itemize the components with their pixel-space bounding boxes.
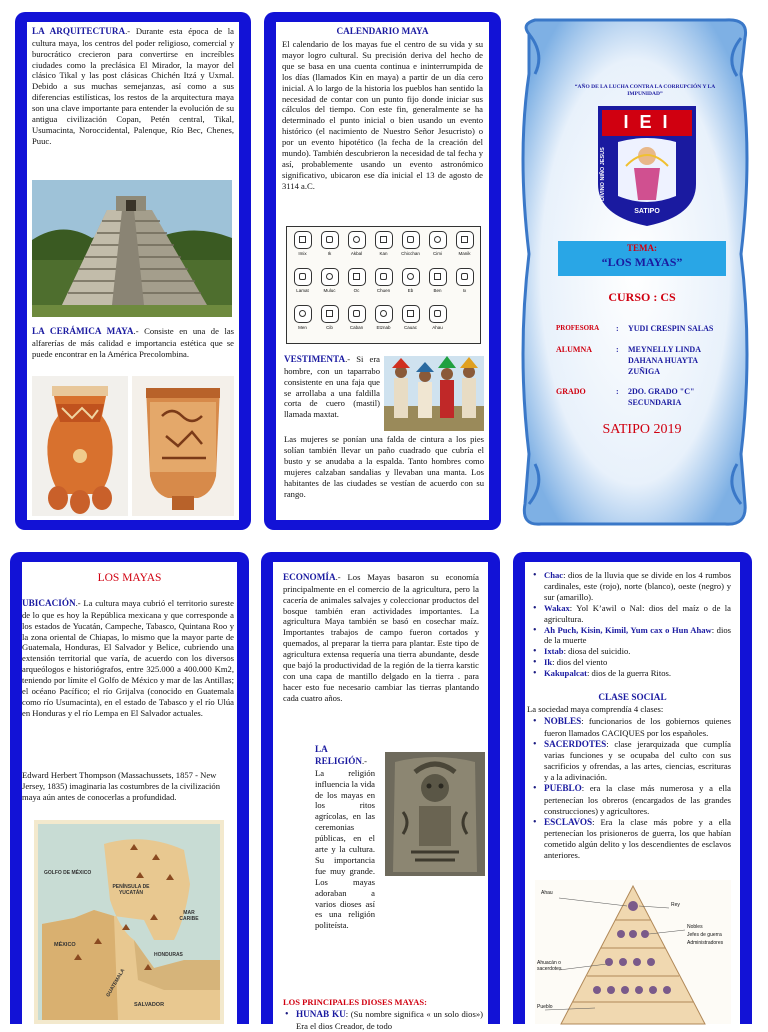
maya-glyph-icon <box>402 231 420 249</box>
glyph-label: Imix <box>298 251 307 256</box>
maya-glyph-icon <box>429 231 447 249</box>
glyph-cell <box>316 231 343 268</box>
maya-glyph-icon <box>429 305 447 323</box>
glyph-cell <box>397 268 424 305</box>
class-item: • PUEBLO: era la clase más numerosa y a ella pertenecían los obreros (encargados de las grandes construcciones) y agricultores. <box>531 783 731 817</box>
glyph-cell <box>343 231 370 268</box>
los-mayas-title: LOS MAYAS <box>97 572 162 584</box>
dioses-heading: LOS PRINCIPALES DIOSES MAYAS: <box>283 997 427 1007</box>
pyramid-label-jefes: Jefes de guerra <box>687 932 722 938</box>
glyph-cell <box>289 305 316 342</box>
cover-motto: “AÑO DE LA LUCHA CONTRA LA CORRUPCIÓN Y LA IMPUNIDAD” <box>574 84 716 98</box>
religion-heading-1: LA <box>315 744 328 754</box>
glyph-cell <box>397 305 424 342</box>
pyramid-photo <box>32 180 232 317</box>
maya-glyph-icon <box>348 268 366 286</box>
ubicacion-heading: UBICACIÓN <box>22 598 76 608</box>
map-label-honduras: HONDURAS <box>154 952 183 958</box>
glyph-cell <box>316 305 343 342</box>
glyph-label: Etznab <box>376 325 391 330</box>
god-item: • Ik: dios del viento <box>531 657 731 668</box>
panel-dioses-content <box>525 562 740 1024</box>
vestimenta-paragraph-2: Las mujeres se ponían una falda de cintura a los pies solían también llevar un paño cuadrado que cubría el busto y se anudaba a la espalda. Tanto hombres como mujeres calzaban sandalias y llevaban una manta. Los habitantes de las ciudades se vestían de acuerdo con su rango. <box>284 434 484 499</box>
glyph-label: Men <box>298 325 307 330</box>
glyph-cell <box>424 268 451 305</box>
economia-paragraph: ECONOMÍA.- Los Mayas basaron su economía principalmente en el comercio de la agricultura, pero la cacería de animales salvajes y coleccionar productos del bosque también eran actividades importantes. La agricultura Maya también se basó en cosechar maíz. Importantes trabajos de campo fueron cortados y quemados, al preparar la tierra para plantar. Este tipo de agricultura extensa requería una tierra abundante, desde que bajó la productividad de la región de la tierra karstic con una capa de mantillo delgado en la tierra . para hacer esto fue necesario cambiar las tierras plantando cada cuatro años. <box>283 572 479 703</box>
logo-letters: I E I <box>623 112 671 132</box>
cover-city-year: SATIPO 2019 <box>602 422 682 437</box>
glyph-cell <box>316 268 343 305</box>
glyph-cell <box>424 231 451 268</box>
school-logo <box>596 104 698 228</box>
ceramic-photo-2 <box>132 376 234 516</box>
maya-map <box>34 820 224 1024</box>
glyph-label: Ben <box>433 288 442 293</box>
maya-glyph-icon <box>294 305 312 323</box>
vestimenta-paragraph: VESTIMENTA.- Si era hombre, con un taparrabo consistente en una faja que se arrollaba a una faldilla corta de cuero (mastil) llamada maxtat. <box>284 354 380 420</box>
social-pyramid-diagram <box>535 880 731 1024</box>
glyph-label: Lamat <box>296 288 309 293</box>
ceramic-photo-1 <box>32 376 128 516</box>
ubicacion-paragraph: UBICACIÓN.- La cultura maya cubrió el territorio sureste de lo que es hoy la República mexicana y que corresponde a los estados de Yucatán, Campeche, Tabasco, Quintana Roo y la zona oriental de Chiapas, lo mismo que la mayor parte de Guatemala, Honduras, El Salvador y Belice, cubriendo una extensión territorial que varía, de acuerdo con los diversos arqueólogos e historiógrafos, entre 325.000 a 400.000 Km2, teniendo por límite el Golfo de México y mar de las Antillas; el océano Pacífico; el río Grijalva (conocido en Guatemala como río Usumacinta), en el estado de Tabasco y el río Ulúa en Honduras y el río Lempa en El Salvador actuales. <box>22 598 234 718</box>
glyph-label: Ahau <box>432 325 443 330</box>
maya-glyph-icon <box>348 305 366 323</box>
calendario-heading: CALENDARIO MAYA <box>336 26 429 36</box>
maya-glyph-icon <box>456 231 474 249</box>
pyramid-label-pueblo: Pueblo <box>537 1004 553 1010</box>
glyph-label: Manik <box>458 251 471 256</box>
glyph-label: Muluc <box>323 288 336 293</box>
panel-calendario-content <box>276 22 489 520</box>
map-label-caribe: MAR CARIBE <box>179 910 199 922</box>
glyph-label: Cib <box>326 325 333 330</box>
glyph-cell <box>343 305 370 342</box>
logo-town: SATIPO <box>634 208 660 215</box>
pyramid-label-sacerdotes: Ahuacán o sacerdotes <box>537 960 562 972</box>
maya-glyph-icon <box>429 268 447 286</box>
maya-glyph-icon <box>375 305 393 323</box>
glyph-label: Eb <box>407 288 414 293</box>
glyph-label: Cauac <box>403 325 417 330</box>
curso-title: CURSO : CS <box>608 290 676 304</box>
info-row-grado: GRADO : 2DO. GRADO "C" SECUNDARIA <box>556 387 695 407</box>
maya-glyph-icon <box>321 305 339 323</box>
pyramid-label-nobles: Nobles <box>687 924 703 930</box>
religion-photo <box>385 752 485 876</box>
gods-list <box>531 570 731 679</box>
maya-glyph-icon <box>402 305 420 323</box>
glyph-label: Kan <box>379 251 388 256</box>
religion-heading-2: RELIGIÓN <box>315 756 362 766</box>
glyph-cell <box>451 231 478 268</box>
glyph-label: Oc <box>353 288 360 293</box>
pyramid-label-rey: Rey <box>671 902 680 908</box>
arquitectura-heading: LA ARQUITECTURA <box>32 26 126 36</box>
hunab-list <box>283 1009 483 1032</box>
glyph-cell <box>289 231 316 268</box>
religion-paragraph: RELIGIÓN.- La religión influencia la vida de los mayas en los ritos agrícolas, en las ceremonias públicas, en el arte y la cultura. Su importancia fue muy grande. Los mayas adoraban a varios dioses así es una religión politeísta. <box>315 756 375 931</box>
glyph-label: Ix <box>462 288 467 293</box>
class-item: • SACERDOTES: clase jerarquizada que cumplía varias funciones y se ocupaba del culto con sus sacrificios y ofrendas, a las artes, ciencias, escrituras y a la adivinación. <box>531 739 731 783</box>
glyph-cell <box>289 268 316 305</box>
glyph-label: Chicchan <box>401 251 420 256</box>
clase-social-heading: CLASE SOCIAL <box>598 692 667 702</box>
glyph-label: Chuen <box>376 288 391 293</box>
glyph-cell <box>370 268 397 305</box>
god-item: • Chac: dios de la lluvia que se divide en los 4 rumbos cardinales, este (rojo), norte (blanco), oeste (negro) y sur (amarillo). <box>531 570 731 603</box>
pyramid-label-admin: Administradores <box>687 940 724 946</box>
map-label-guatemala: GUATEMALA <box>105 967 127 999</box>
pyramid-label-ahau: Ahau <box>541 890 553 896</box>
map-label-peninsula: PENÍNSULA DE YUCATÁN <box>112 884 150 896</box>
god-item: • Wakax: Yol K’awil o Nal: dios del maíz o de la agricultura. <box>531 603 731 625</box>
panel-ubicacion-content <box>22 562 237 1024</box>
map-label-golfo: GOLFO DE MÉXICO <box>44 870 92 876</box>
map-label-salvador: SALVADOR <box>134 1002 165 1008</box>
info-row-alumna: ALUMNA : MEYNELLY LINDA DAHANA HUAYTA ZUÑIGA <box>556 345 701 376</box>
maya-glyph-icon <box>375 231 393 249</box>
logo-school-arc-left: DIVINO NIÑO JESUS <box>600 147 606 201</box>
glyph-label: Ik <box>327 251 332 256</box>
glyph-cell <box>397 231 424 268</box>
social-classes-list <box>531 716 731 861</box>
maya-glyph-icon <box>375 268 393 286</box>
maya-glyph-icon <box>402 268 420 286</box>
maya-glyph-icon <box>294 268 312 286</box>
glyph-cell <box>424 305 451 342</box>
glyph-cell <box>343 268 370 305</box>
tema-value: “LOS MAYAS” <box>601 255 683 269</box>
maya-glyph-icon <box>456 268 474 286</box>
god-hunab-ku: • HUNAB KU: (Su nombre significa « un solo dios») Era el dios Creador, de todo <box>283 1009 483 1032</box>
thompson-paragraph: Edward Herbert Thompson (Massachussets, 1857 - New Jersey, 1835) imaginaria las costumbres de la civilización maya aún antes de conocerlas a profundidad. <box>22 770 220 802</box>
ceramica-paragraph: LA CERÁMICA MAYA.- Consiste en una de las alfarerías de más calidad e importancia estética que se puede encontrar en la América Precolombina. <box>32 326 234 359</box>
class-item: • NOBLES: funcionarios de los gobiernos quienes fueron llamados CACIQUES por los españoles. <box>531 716 731 739</box>
calendario-paragraph: El calendario de los mayas fue el centro de su vida y su mayor logro cultural. Su precisión deriva del hecho de que se basa en una cuenta continua e ininterrumpida de los días (llamados Kin en maya) a partir de un día cero inicial. A lo largo de la historia los pueblos han sentido la necesidad de contar con un punto fijo donde iniciar sus cálculos del tiempo. Con este fin, generalmente se ha determinado el punto inicial o bien usando un evento histórico (el nacimiento de Nuestro Señor Jesucristo) o por un evento hipotético (la fecha de la creación del mundo). También descubrieron la necesidad de tal fecha y así, probablemente usando un evento astronómico significativo, ubicaron ese día inicial el 13 de agosto de 3114 a.C. <box>282 39 483 191</box>
maya-glyph-icon <box>294 231 312 249</box>
maya-glyph-icon <box>348 231 366 249</box>
arquitectura-paragraph: LA ARQUITECTURA.- Durante esta época de la cultura maya, los centros del poder religioso, comercial y burocrático crecieron para convertirse en increíbles ciudades como la preclásica El Mirador, la mayor del clásico Tikal y las post clásicas Chichén Itzá y Uxmal. Debido a sus muchas semejanzas, así como a sus diferencias estilísticas, los restos de la arquitectura maya son una clave importante para entender la evolución de su antigua civilización Copan, Petén central, Tikal, Usumacinta, Noroccidental, Palenque, Río Bec, Chenes, Puuc. <box>32 26 234 146</box>
glyph-label: Cimi <box>433 251 442 256</box>
info-row-profesora: PROFESORA : YUDI CRESPIN SALAS <box>556 324 714 333</box>
clase-social-intro: La sociedad maya comprendía 4 clases: <box>527 704 664 714</box>
tema-label: TEMA: <box>627 243 657 253</box>
vestimenta-heading: VESTIMENTA <box>284 354 346 364</box>
glyph-cell <box>451 268 478 305</box>
vestimenta-photo <box>384 356 484 431</box>
god-item: • Ixtab: diosa del suicidio. <box>531 646 731 657</box>
maya-glyph-icon <box>321 231 339 249</box>
class-item: • ESCLAVOS: Era la clase más pobre y a ella pertenecían los prisioneros de guerra, los que habían cometido algún delito y los descendientes de esclavos anteriores. <box>531 817 731 861</box>
maya-glyphs-table <box>286 226 481 344</box>
panel-arquitectura-content <box>27 22 239 520</box>
glyph-label: Akbal <box>350 251 363 256</box>
panel-economia-content <box>273 562 488 1031</box>
maya-glyph-icon <box>321 268 339 286</box>
map-label-mexico: MÉXICO <box>54 942 76 948</box>
glyph-label: Caban <box>349 325 364 330</box>
ceramica-heading: LA CERÁMICA MAYA <box>32 326 134 336</box>
glyph-cell <box>370 231 397 268</box>
god-item: • Ah Puch, Kisin, Kimil, Yum cax o Hun Ahaw: dios de la muerte <box>531 625 731 647</box>
god-item: • Kakupalcat: dios de la guerra Ritos. <box>531 668 731 679</box>
glyph-cell <box>370 305 397 342</box>
economia-heading: ECONOMÍA <box>283 572 336 582</box>
